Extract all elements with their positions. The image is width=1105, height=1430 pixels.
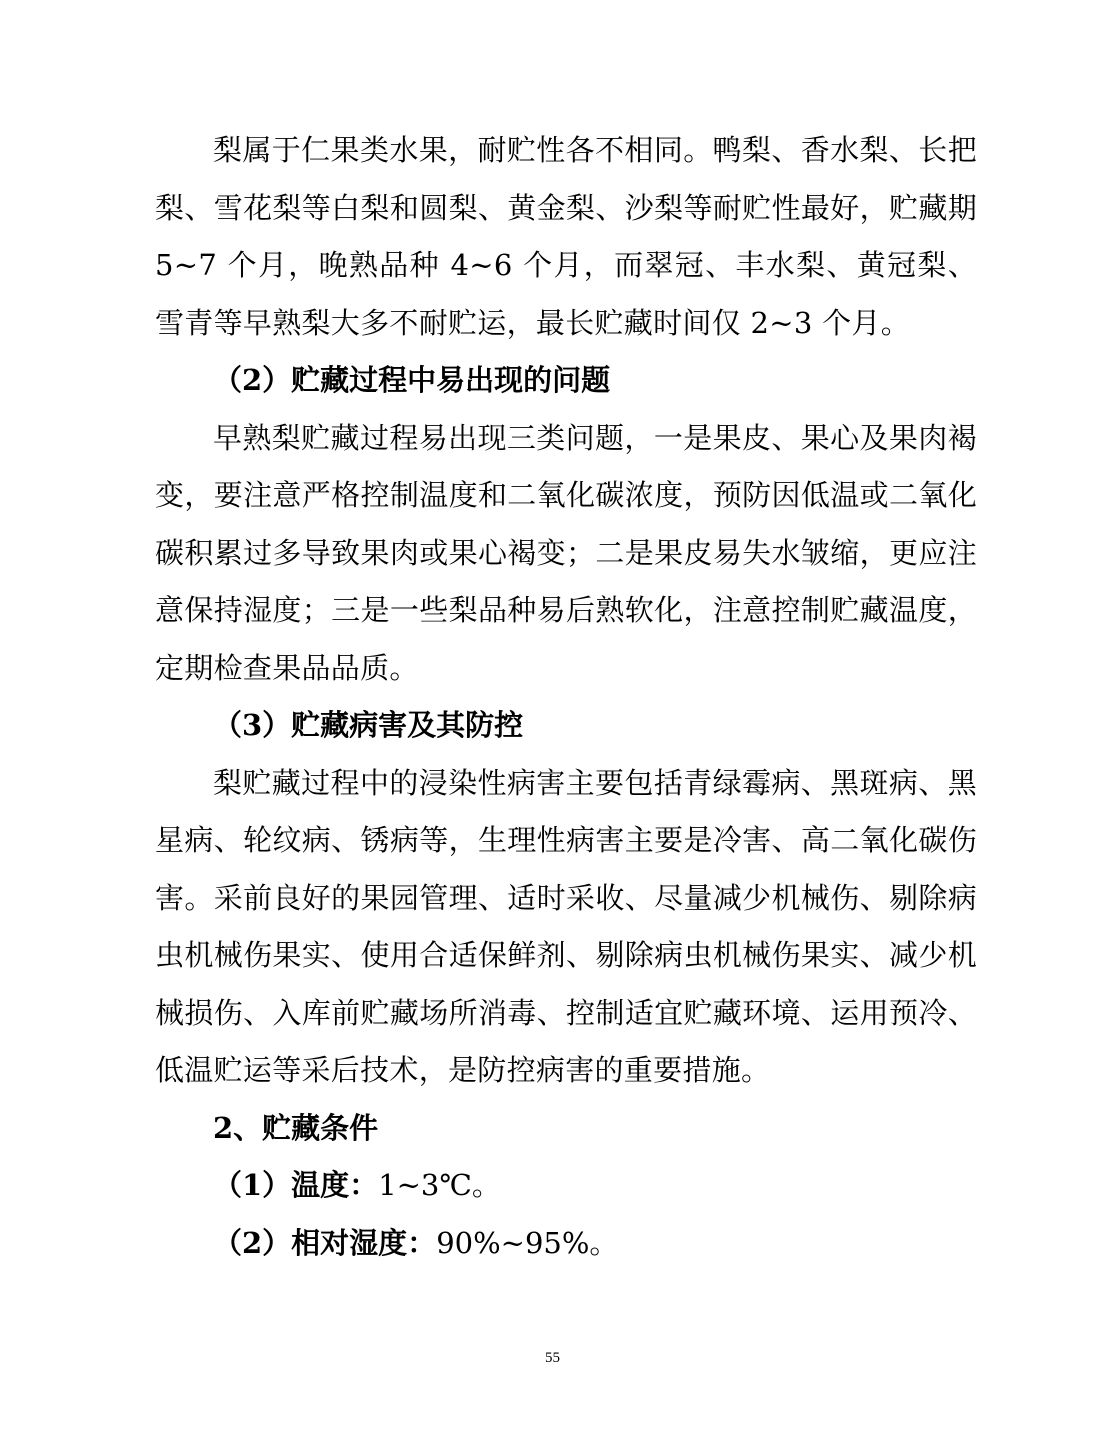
page-number: 55 [545, 1350, 560, 1366]
paragraph-pear-storability: 梨属于仁果类水果，耐贮性各不相同。鸭梨、香水梨、长把梨、雪花梨等白梨和圆梨、黄金梨、沙梨等耐贮性最好，贮藏期 5~7 个月，晚熟品种 4~6 个月，而翠冠、丰水梨、黄冠梨、雪青等早熟梨大多不耐贮运，最长贮藏时间仅 2~3 个月。 [155, 133, 977, 340]
heading-storage-conditions: 2、贮藏条件 [213, 1110, 379, 1145]
humidity-value: 90%~95%。 [436, 1225, 619, 1260]
heading-storage-diseases: （3）贮藏病害及其防控 [213, 708, 524, 742]
heading-storage-problems: （2）贮藏过程中易出现的问题 [213, 363, 611, 397]
condition-humidity [155, 1215, 977, 1273]
temperature-value: 1~3℃。 [378, 1168, 501, 1202]
paragraph-storage-problems: 早熟梨贮藏过程易出现三类问题，一是果皮、果心及果肉褐变，要注意严格控制温度和二氧化碳浓度，预防因低温或二氧化碳积累过多导致果肉或果心褐变；二是果皮易失水皱缩，更应注意保持湿度；三是一些梨品种易后熟软化，注意控制贮藏温度，定期检查果品品质。 [155, 420, 977, 685]
temperature-label: （1）温度： [213, 1168, 379, 1202]
paragraph-storage-diseases: 梨贮藏过程中的浸染性病害主要包括青绿霉病、黑斑病、黑星病、轮纹病、锈病等，生理性病害主要是冷害、高二氧化碳伤害。采前良好的果园管理、适时采收、尽量减少机械伤、剔除病虫机械伤果实、使用合适保鲜剂、剔除病虫机械伤果实、减少机械损伤、入库前贮藏场所消毒、控制适宜贮藏环境、运用预冷、低温贮运等采后技术，是防控病害的重要措施。 [155, 765, 977, 1087]
document-body [155, 122, 977, 1272]
condition-temperature [155, 1157, 977, 1215]
humidity-label: （2）相对湿度： [213, 1225, 437, 1260]
